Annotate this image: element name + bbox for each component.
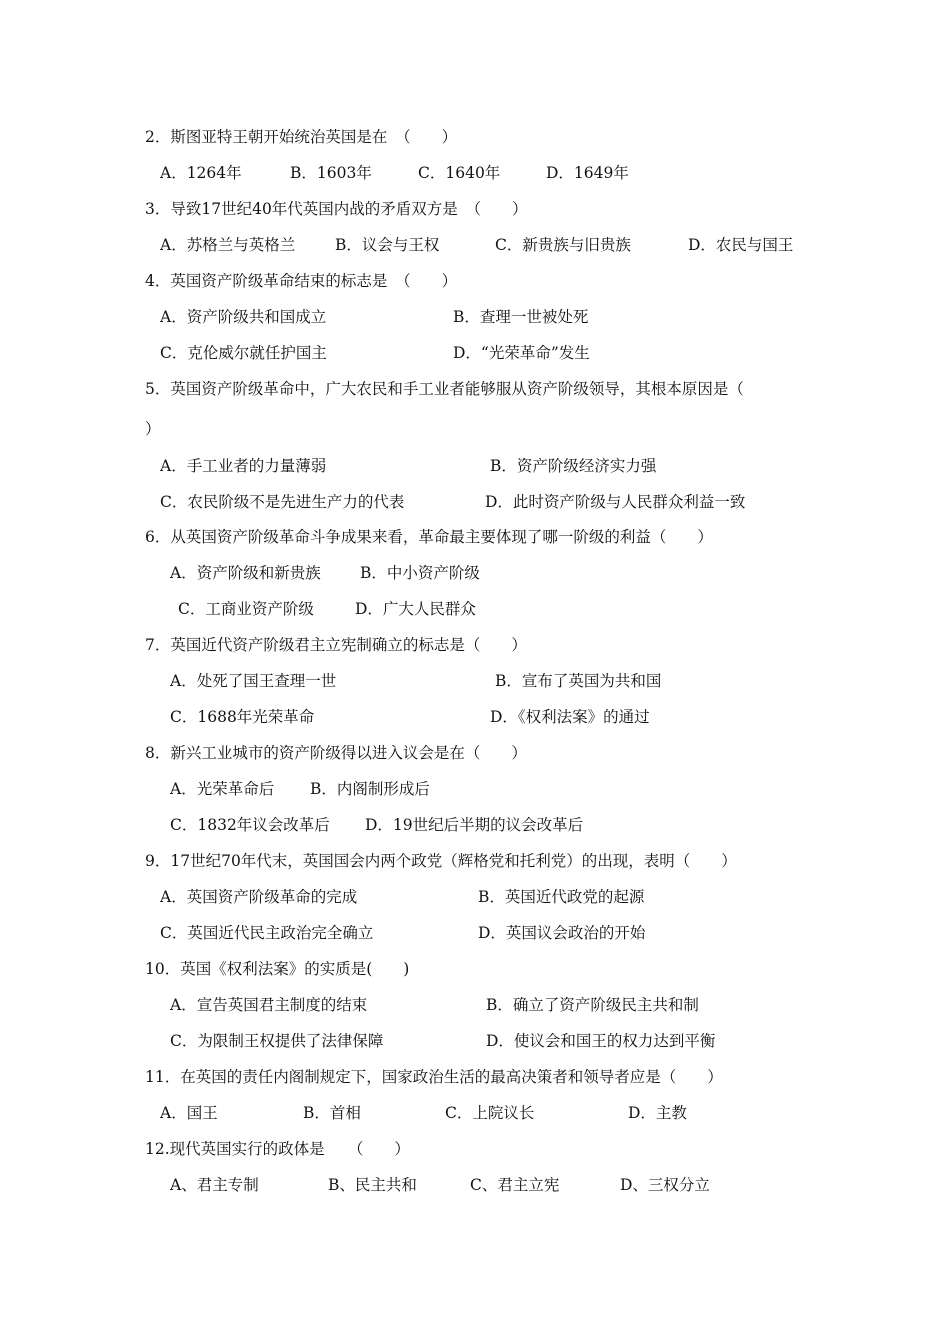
option-c: C．上院议长 bbox=[445, 1104, 535, 1122]
option-d: D．19世纪后半期的议会改革后 bbox=[365, 816, 584, 834]
option-a: A．国王 bbox=[160, 1104, 218, 1122]
question-stem-text: 7．英国近代资产阶级君主立宪制确立的标志是（ ） bbox=[145, 636, 527, 654]
question-stem-text: 4．英国资产阶级革命结束的标志是 （ ） bbox=[145, 272, 458, 290]
option-b: B．首相 bbox=[303, 1104, 361, 1122]
question-stem-text: 10．英国《权利法案》的实质是( ) bbox=[145, 960, 410, 978]
option-d: D、三权分立 bbox=[620, 1176, 710, 1194]
option-c: C．工商业资产阶级 bbox=[178, 600, 314, 618]
option-c: C、君主立宪 bbox=[470, 1176, 560, 1194]
option-c: C．1688年光荣革命 bbox=[170, 708, 315, 726]
option-b: B．查理一世被处死 bbox=[453, 308, 589, 326]
option-b: B．中小资产阶级 bbox=[360, 564, 480, 582]
option-d: D．使议会和国王的权力达到平衡 bbox=[486, 1032, 716, 1050]
option-b: B．1603年 bbox=[290, 164, 372, 182]
option-c: C．为限制王权提供了法律保障 bbox=[170, 1032, 384, 1050]
option-d: D．“光荣革命”发生 bbox=[453, 344, 590, 362]
question-stem-text: 6．从英国资产阶级革命斗争成果来看，革命最主要体现了哪一阶级的利益（ ） bbox=[145, 528, 713, 546]
option-d: D．主教 bbox=[628, 1104, 687, 1122]
option-d: D．英国议会政治的开始 bbox=[478, 924, 646, 942]
question-stem-text: 9．17世纪70年代末，英国国会内两个政党（辉格党和托利党）的出现，表明（ ） bbox=[145, 852, 737, 870]
option-c: C．英国近代民主政治完全确立 bbox=[160, 924, 374, 942]
question-stem-text: 12.现代英国实行的政体是 （ ） bbox=[145, 1140, 410, 1158]
option-a: A、君主专制 bbox=[170, 1176, 259, 1194]
option-b: B．内阁制形成后 bbox=[310, 780, 430, 798]
option-c: C．1640年 bbox=[418, 164, 501, 182]
question-stem-text: 2．斯图亚特王朝开始统治英国是在 （ ） bbox=[145, 128, 458, 146]
option-a: A．1264年 bbox=[160, 164, 242, 182]
question-stem-text: 11．在英国的责任内阁制规定下，国家政治生活的最高决策者和领导者应是（ ） bbox=[145, 1068, 723, 1086]
option-b: B．确立了资产阶级民主共和制 bbox=[486, 996, 699, 1014]
option-a: A．苏格兰与英格兰 bbox=[160, 236, 296, 254]
option-c: C．农民阶级不是先进生产力的代表 bbox=[160, 493, 405, 511]
question-stem-text: 5．英国资产阶级革命中，广大农民和手工业者能够服从资产阶级领导，其根本原因是（ bbox=[145, 380, 744, 398]
option-a: A．处死了国王查理一世 bbox=[170, 672, 337, 690]
option-a: A．英国资产阶级革命的完成 bbox=[160, 888, 358, 906]
option-d: D．1649年 bbox=[546, 164, 629, 182]
option-a: A．光荣革命后 bbox=[170, 780, 275, 798]
option-d: D．《权利法案》的通过 bbox=[490, 708, 650, 726]
option-b: B．英国近代政党的起源 bbox=[478, 888, 645, 906]
question-stem-text: 8．新兴工业城市的资产阶级得以进入议会是在（ ） bbox=[145, 744, 527, 762]
option-b: B．资产阶级经济实力强 bbox=[490, 457, 657, 475]
option-b: B．议会与王权 bbox=[335, 236, 440, 254]
question-stem-continuation: ） bbox=[145, 420, 161, 438]
question-stem-text: 3．导致17世纪40年代英国内战的矛盾双方是 （ ） bbox=[145, 200, 528, 218]
option-c: C．克伦威尔就任护国主 bbox=[160, 344, 327, 362]
option-d: D．此时资产阶级与人民群众利益一致 bbox=[485, 493, 746, 511]
option-b: B、民主共和 bbox=[328, 1176, 417, 1194]
option-d: D．广大人民群众 bbox=[355, 600, 476, 618]
option-a: A．宣告英国君主制度的结束 bbox=[170, 996, 368, 1014]
option-a: A．资产阶级共和国成立 bbox=[160, 308, 327, 326]
option-c: C．新贵族与旧贵族 bbox=[495, 236, 631, 254]
option-a: A．手工业者的力量薄弱 bbox=[160, 457, 327, 475]
option-d: D．农民与国王 bbox=[688, 236, 794, 254]
option-b: B．宣布了英国为共和国 bbox=[495, 672, 662, 690]
option-a: A．资产阶级和新贵族 bbox=[170, 564, 321, 582]
option-c: C．1832年议会改革后 bbox=[170, 816, 330, 834]
